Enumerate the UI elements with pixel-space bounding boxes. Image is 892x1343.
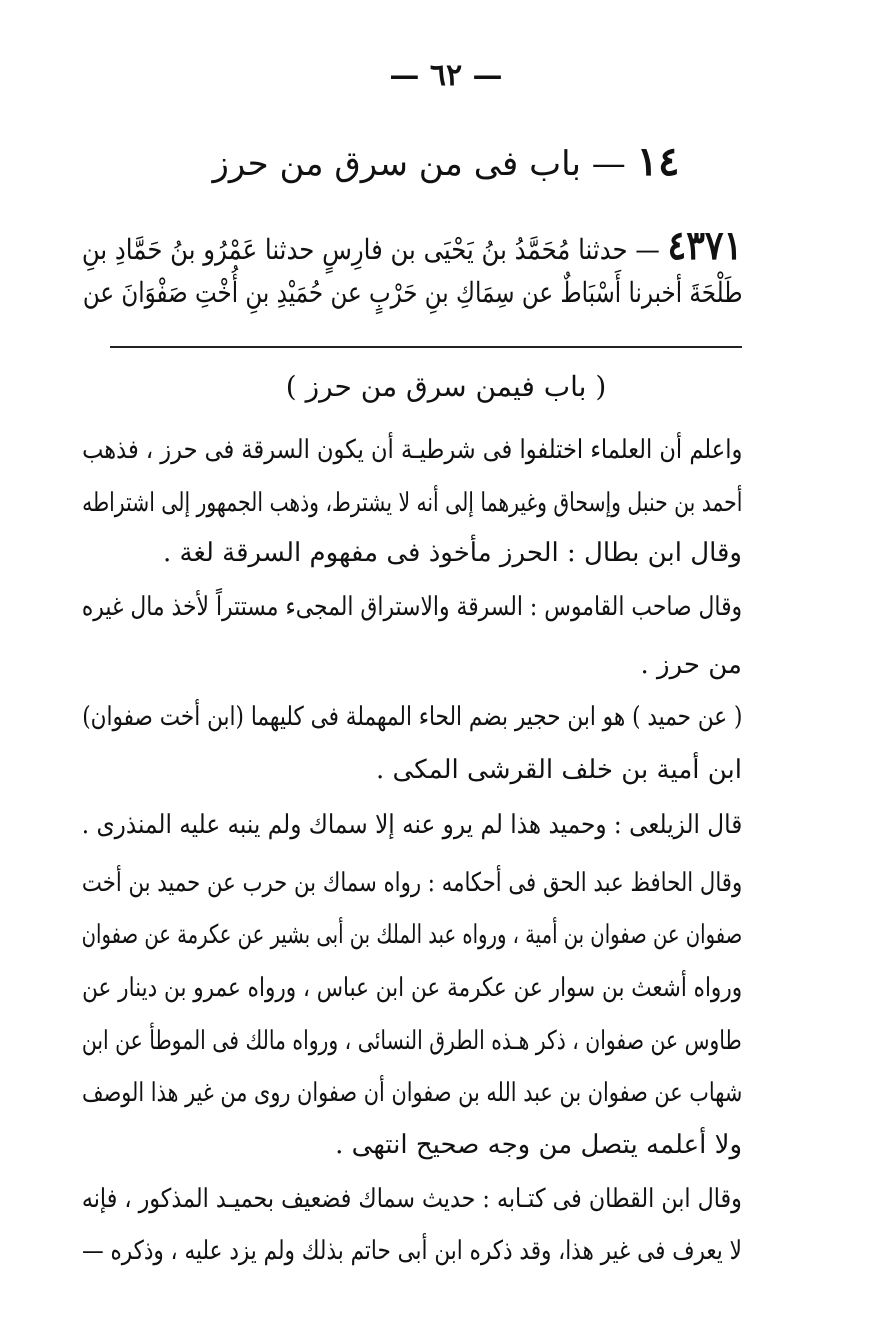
chapter-dash: — [591, 144, 626, 184]
commentary-line: ولا أعلمه يتصل من وجه صحيح انتهى . [335, 1130, 742, 1160]
commentary-line: ورواه أشعث بن سوار عن عكرمة عن ابن عباس ، ورواه عمرو بن دينار عن [81, 973, 742, 1003]
commentary-line: شهاب عن صفوان بن عبد الله بن صفوان أن صفوان روى من غير هذا الوصف [81, 1078, 742, 1108]
hadith-number: ٤٣٧١ [667, 222, 742, 269]
commentary-line: وقال صاحب القاموس : السرقة والاستراق المجىء مستتراً لأخذ مال غيره [81, 592, 742, 622]
commentary-line: قال الزيلعى : وحميد هذا لم يرو عنه إلا سماك ولم ينبه عليه المنذرى . [81, 810, 742, 840]
commentary-line: واعلم أن العلماء اختلفوا فى شرطيـة أن يكون السرقة فى حرز ، فذهب [81, 435, 742, 465]
separator-rule [110, 346, 742, 348]
commentary-line: أحمد بن حنبل وإسحاق وغيرهما إلى أنه لا يشترط، وذهب الجمهور إلى اشتراطه [81, 488, 742, 518]
commentary-line: ( عن حميد ) هو ابن حجير بضم الحاء المهملة فى كليهما (ابن أخت صفوان) [81, 702, 742, 732]
hadith-line-1 [81, 222, 742, 269]
commentary-line: ابن أمية بن خلف القرشى المكى . [376, 755, 742, 785]
commentary-line: صفوان عن صفوان بن أمية ، ورواه عبد الملك بن أبى بشير عن عكرمة عن صفوان [81, 920, 742, 950]
commentary-line: طاوس عن صفوان ، ذكر هـذه الطرق النسائى ، ورواه مالك فى الموطأ عن ابن [82, 1026, 742, 1056]
commentary-line: وقال ابن القطان فى كتـابه : حديث سماك فضعيف بحميـد المذكور ، فإنه [81, 1184, 742, 1214]
hadith-line-2: طَلْحَةَ أخبرنا أَسْبَاطٌ عن سِمَاكِ بنِ حَرْبٍ عن حُمَيْدِ بنِ أُخْتِ صَفْوَانَ عن [82, 276, 742, 309]
commentary-line: من حرز . [640, 650, 742, 680]
hadith-text-1: — حدثنا مُحَمَّدُ بنُ يَحْيَى بن فارِسٍ حدثنا عَمْرُو بنُ حَمَّادِ بنِ [81, 233, 660, 266]
commentary-line: وقال ابن بطال : الحرز مأخوذ فى مفهوم السرقة لغة . [162, 538, 742, 568]
commentary-line: لا يعرف فى غير هذا، وقد ذكره ابن أبى حاتم بذلك ولم يزد عليه ، وذكره — [82, 1236, 742, 1266]
chapter-heading [0, 138, 892, 185]
commentary-heading: ( باب فيمن سرق من حرز ) [285, 370, 607, 403]
page-number: — ٦٢ — [389, 58, 503, 93]
commentary-line: وقال الحافظ عبد الحق فى أحكامه : رواه سماك بن حرب عن حميد بن أخت [81, 868, 742, 898]
chapter-number: ١٤ [636, 138, 680, 185]
chapter-title: باب فى من سرق من حرز [212, 144, 581, 184]
